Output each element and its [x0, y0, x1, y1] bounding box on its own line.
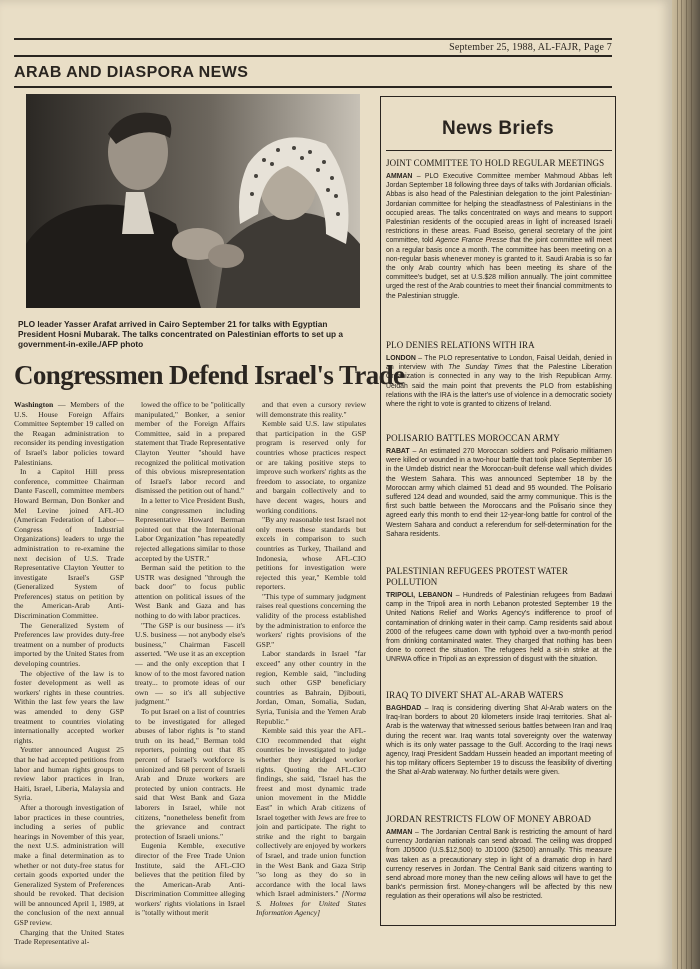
story-paragraph [14, 928, 124, 947]
story-text: After a thorough investigation of labor practices in these countries, including a series of public hearings in November of this year, the next U.S. administration will make a final determination as to whether or not duty-free status for certain goods exported under the Generalized System of Preferences should be revoked. That decision will be announced April 1, 1989, at the conclusion of the next annual GSP review. [14, 802, 124, 928]
story-paragraph [256, 592, 366, 650]
story-paragraph [14, 803, 124, 928]
brief-item [386, 340, 612, 409]
story-column-3 [256, 400, 366, 964]
story-column-1 [14, 400, 124, 964]
story-text: In a letter to Vice President Bush, nine congressmen including Representative Howard Berman pointed out that the International Labor Organization "has repeatedly rejected allegations similar to those accepted by the USTR." [135, 495, 245, 563]
story-text: — Members of the U.S. House Foreign Affairs Committee September 19 called on the Reagan administration to reconsider its pending investigation of Israel's labor policies toward Palestinians. [14, 400, 124, 467]
story-text: Charging that the United States Trade Representative al- [14, 927, 124, 947]
page-edge [672, 0, 700, 969]
story-text: In a Capitol Hill press conference, committee Chairman Dante Fascell, committee members Howard Berman, Don Bonker and Mel Levine joined AFL-IO (American Federation of Labor—Congress of Industrial Organizations) leaders to urge the administration to re-examine the next decision of U.S. Trade Representative Clayton Yeutter to investigate Israel's GSP (Generalized System of Preferences) status on petition by the American-Arab Anti-Discrimination Committee. [14, 467, 124, 621]
brief-heading: JORDAN RESTRICTS FLOW OF MONEY ABROAD [386, 814, 591, 824]
briefs-title-rule [386, 150, 612, 151]
story-paragraph [135, 563, 245, 621]
story-paragraph [135, 496, 245, 563]
brief-item [386, 566, 612, 665]
story-paragraph [256, 649, 366, 726]
story-text: "By any reasonable test Israel not only meets these standards but excels in comparison to such countries as Turkey, Thailand and Indonesia, whose AFL-CIO petitions for investigation were rejected this year," Kemble told reporters. [256, 515, 366, 592]
story-paragraph [135, 841, 245, 918]
story-paragraph [135, 400, 245, 496]
brief-heading: PALESTINIAN REFUGEES PROTEST WATER POLLUTION [386, 566, 569, 587]
news-briefs-title: News Briefs [441, 118, 555, 139]
top-rule [14, 38, 612, 40]
brief-body [386, 172, 612, 301]
brief-body [386, 354, 612, 409]
brief-text: – The Jordanian Central Bank is restricting the amount of hard currency Jordanian nationals can send abroad. The ceiling was dropped from JD5000 (U.S.$12,500) to JD1000 ($2500) annually. This measure was taken as a precautionary step in light of a dramatic drop in hard currency reserves in Jordan. The Central Bank said citizens wanting to send abroad more money than the new ceiling allows will have to get the bank's permission first. Money-changers will be affected by this new regulation as their operations will also be restricted. [386, 829, 612, 901]
story-text: Eugenia Kemble, executive director of the Free Trade Union Institute, said the AFL-CIO believes that the petition filed by the American-Arab Anti-Discrimination Committee alleging workers' rights violations in Israel is "totally without merit [135, 841, 245, 918]
brief-text: – The PLO representative to London, Faisal Ueidah, denied in an interview with [386, 355, 612, 372]
brief-dateline: RABAT [386, 448, 410, 455]
brief-dateline: LONDON [386, 355, 416, 362]
brief-item [386, 158, 612, 301]
story-text: "This type of summary judgment raises real questions concerning the validity of the process established by the administration to enforce the workers' rights provisions of the GSP." [256, 591, 366, 649]
photo-illustration [26, 94, 360, 308]
brief-emphasis: Agence France Presse [435, 237, 507, 245]
photo-caption: PLO leader Yasser Arafat arrived in Cairo September 21 for talks with Egyptian President Hosni Mubarak. The talks concentrated on Palestinian efforts to set up a government-in-exile./AFP photo [18, 319, 344, 349]
brief-body [386, 447, 612, 539]
story-paragraph [14, 400, 124, 467]
brief-text: – Iraq is considering diverting Shat Al-Arab waters on the Iraq-Iran borders to about 20 kilometers inside Iraqi territories. Shat al-Arab is the waterway that witnessed serious battles between Iran and Iraq during the recent war. Iraq wants total sovereignty over the waterway which is its only water passage to the Gulf. According to the Iraqi news agency, Iraqi President Saddam Hussein headed an important meeting of his top military officers September 19 to discuss the feasibility of diverting the Shat al-Arab waterway. No further details were given. [386, 705, 612, 777]
story-text: Labor standards in Israel "far exceed" any other country in the region, Kemble said, "including such other GSP beneficiary countries as Bahrain, Djibouti, Jordan, Oman, Somalia, Sudan, Syria, Tunisia and the Yemen Arab Republic." [256, 649, 366, 726]
story-dateline: Washington [14, 400, 54, 409]
section-heading: ARAB AND DIASPORA NEWS [14, 64, 249, 81]
brief-heading: POLISARIO BATTLES MOROCCAN ARMY [386, 433, 560, 443]
brief-item [386, 814, 612, 902]
story-paragraph [14, 467, 124, 621]
brief-text: – PLO Executive Committee member Mahmoud Abbas left Jordan September 18 following three days of talks with Jordanian officials. Abbas is also head of the Palestinian delegation to the joint Palestinian-Jordanian committee for helping the steadfastness of Palestinians in the occupied areas. The talks concentrated on ways and means to support Palestinian residents of the occupied areas in light of increased Israeli restrictions in these areas. Fuad Bseiso, general secretary of the joint committee, told [386, 173, 612, 245]
story-text: "The GSP is our business — it's U.S. business — not anybody else's business," Chairman Fascell asserted. "We use it as an exception — and the only exception that I know of to the most favored nation treaty... to promote ideas of our own — so it's all subjective judgment." [135, 620, 245, 707]
brief-dateline: AMMAN [386, 173, 413, 180]
folio: September 25, 1988, AL-FAJR, Page 7 [449, 42, 612, 53]
story-paragraph [14, 745, 124, 803]
brief-text: – Hundreds of Palestinian refugees from Badawi camp in the Tripoli area in north Lebanon protested September 19 the United Nations Relief and Works Agency's indifference to proof of contamination of drinking water in their camp. Camp residents said about 2000 of the refugees came down with typhoid over a two-month period from drinking contaminated water. They charged that nothing has been done to correct the situation. The refugees held a sit-in strike at the UNRWA office in Tripoli as an expression of disgust with the situation. [386, 592, 613, 664]
story-paragraph [14, 621, 124, 669]
story-paragraph [256, 419, 366, 515]
story-paragraph [256, 515, 366, 592]
section-rule [14, 86, 612, 88]
brief-body [386, 591, 612, 665]
story-column-2 [135, 400, 245, 964]
story-text: Yeutter announced August 25 that he had accepted petitions from labor and human rights groups to review labor practices in Iran, Haiti, Israel, Liberia, Malaysia and Syria. [14, 745, 124, 803]
story-text: To put Israel on a list of countries to be investigated for alleged abuses of labor rights is "to stand truth on its head," Berman told reporters, pointing out that 85 percent of Israel's workforce is unionized and 68 percent of Israeli Arab and Druze workers are protected by union contracts. He said that West Bank and Gaza laborers in Israel, while not citizens, "nonetheless benefit from the grievance and contract protection of Israeli unions." [135, 707, 245, 841]
brief-heading: PLO DENIES RELATIONS WITH IRA [386, 340, 535, 350]
story-paragraph [256, 400, 366, 419]
story-paragraph [135, 707, 245, 841]
story-text: The objective of the law is to foster development as well as workers' rights in these countries. Within the last few years the law was amended to deny GSP treatment to countries violating internationally accepted worker rights. [14, 668, 124, 745]
brief-body [386, 704, 612, 778]
brief-heading: JOINT COMMITTEE TO HOLD REGULAR MEETINGS [386, 158, 605, 168]
brief-item [386, 433, 612, 539]
brief-item [386, 690, 612, 778]
brief-text: that the Palestine Liberation Organization is connected in any way to the Irish Republican Army. Ueidah said the main point that prevents the PLO from establishing relations with the IRA is the latter's use of violence in a democratic society where the right to vote is granted to citizens of Ireland. [386, 364, 612, 409]
story-text: Berman said the petition to the USTR was designed "through the back door" to focus public attention on political issues of the West Bank and Gaza and has nothing to do with labor practices. [135, 563, 245, 621]
story-paragraph [135, 621, 245, 707]
brief-text: that the joint committee will meet on a regular basis once a month. The committee has been meeting on a non-regular basis whenever money is granted to it. Saudi Arabia is so far the only Arab country which has been meeting its share of the committee's budget, set at U.S.$28 million annually. The joint committee urged the rest of the Arab countries to meet their financial commitments to the Palestinian struggle. [386, 237, 612, 300]
main-headline: Congressmen Defend Israel's Trade [14, 360, 405, 390]
brief-heading: IRAQ TO DIVERT SHAT AL-ARAB WATERS [386, 690, 564, 700]
story-text: Kemble said U.S. law stipulates that participation in the GSP program is reserved only for countries whose practices respect or are taking positive steps to improve such workers' rights as the freedom to associate, to organize and bargain collectively and to have decent wages, hours and working conditions. [256, 419, 366, 515]
brief-dateline: TRIPOLI, LEBANON [386, 592, 453, 599]
story-paragraph [14, 669, 124, 746]
story-text: The Generalized System of Preferences law provides duty-free treatment on a number of products imported by the United States from developing countries. [14, 620, 124, 669]
folio-rule [14, 55, 612, 57]
story-text: lowed the office to be "politically manipulated," Bonker, a senior member of the Foreign Affairs Committee, said in a prepared statement that Trade Representative Clayton Yeutter "should have recognized the political motivation of this obvious misrepresentation of Israel's labor record and dismissed the petition out of hand." [135, 400, 245, 496]
brief-dateline: AMMAN [386, 829, 413, 836]
story-text: and that even a cursory review will demonstrate this reality." [256, 400, 366, 419]
brief-emphasis: The Sunday Times [448, 364, 513, 372]
news-photo [26, 94, 360, 308]
story-credit: [Norma S. Holmes for United States Information Agency] [256, 889, 366, 918]
story-paragraph [256, 726, 366, 918]
brief-text: – An estimated 270 Moroccan soldiers and Polisario militiamen were killed or wounded in a two-hour battle that took place September 16 in the Umdeb district near the Moroccan-built defense wall which divides the Western Sahara. This was announced September 18 by the Moroccan army which claimed 51 dead and 95 wounded. The Polisario suffered 124 dead and wounded, said the army communique. This is the first such battle between the Moroccans and the Polisario since they agreed early this month to end their 12-year-long battle for control of the Western Sahara and conduct a referendum for self-determination for the Sahara residents. [386, 448, 612, 538]
story-text: Kemble said this year the AFL-CIO recommended that eight countries be investigated to judge whether they abridged worker rights. Quoting the AFL-CIO findings, she said, "Israel has the freest and most dynamic trade union movement in the Middle East" in which Arab citizens of Israel together with Jews are free to join and participate. The right to strike and the right to bargain collectively are enjoyed by workers of Israel, and trade union function in the West Bank and Gaza Strip "so long as they do so in accordance with the local laws which Israel administers." [256, 726, 366, 899]
brief-body [386, 828, 612, 902]
brief-dateline: BAGHDAD [386, 705, 422, 712]
